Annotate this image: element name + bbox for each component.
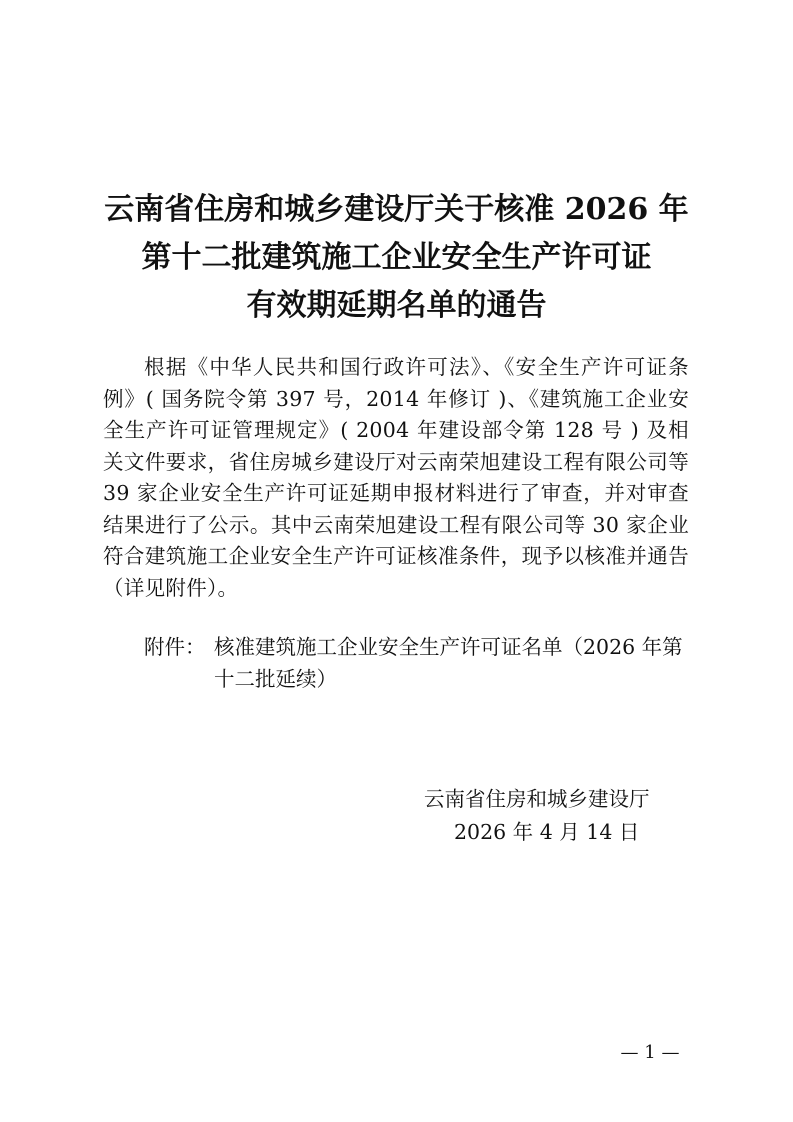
body-paragraph: 根据《中华人民共和国行政许可法》、《安全生产许可证条例》( 国务院令第 397 号，2014 年修订 )、《建筑施工企业安全生产许可证管理规定》( 2004 年建设部令第 128 号 ) 及相关文件要求，省住房城乡建设厅对云南荣旭建设工程有限公司等 39 家企业安全生产许可证延期申报材料进行了审查，并对审查结果进行了公示。其中云南荣旭建设工程有限公司等 30 家企业符合建筑施工企业安全生产许可证核准条件，现予以核准并通告（详见附件）。 bbox=[103, 355, 689, 600]
page-number: — 1 — bbox=[620, 1042, 680, 1063]
title-line-2: 第十二批建筑施工企业安全生产许可证 bbox=[141, 240, 652, 275]
attachment-label: 附件： bbox=[144, 635, 206, 659]
issuing-organization: 云南省住房和城乡建设厅 bbox=[424, 787, 650, 811]
title-line-3: 有效期延期名单的通告 bbox=[246, 288, 547, 323]
signature-block bbox=[400, 783, 680, 849]
issue-date: 2026 年 4 月 14 日 bbox=[454, 820, 640, 844]
attachment-section bbox=[144, 632, 689, 695]
attachment-content: 核准建筑施工企业安全生产许可证名单（2026 年第十二批延续） bbox=[214, 635, 683, 691]
title-line-1: 云南省住房和城乡建设厅关于核准 2026 年 bbox=[104, 192, 689, 227]
document-title bbox=[60, 186, 733, 330]
